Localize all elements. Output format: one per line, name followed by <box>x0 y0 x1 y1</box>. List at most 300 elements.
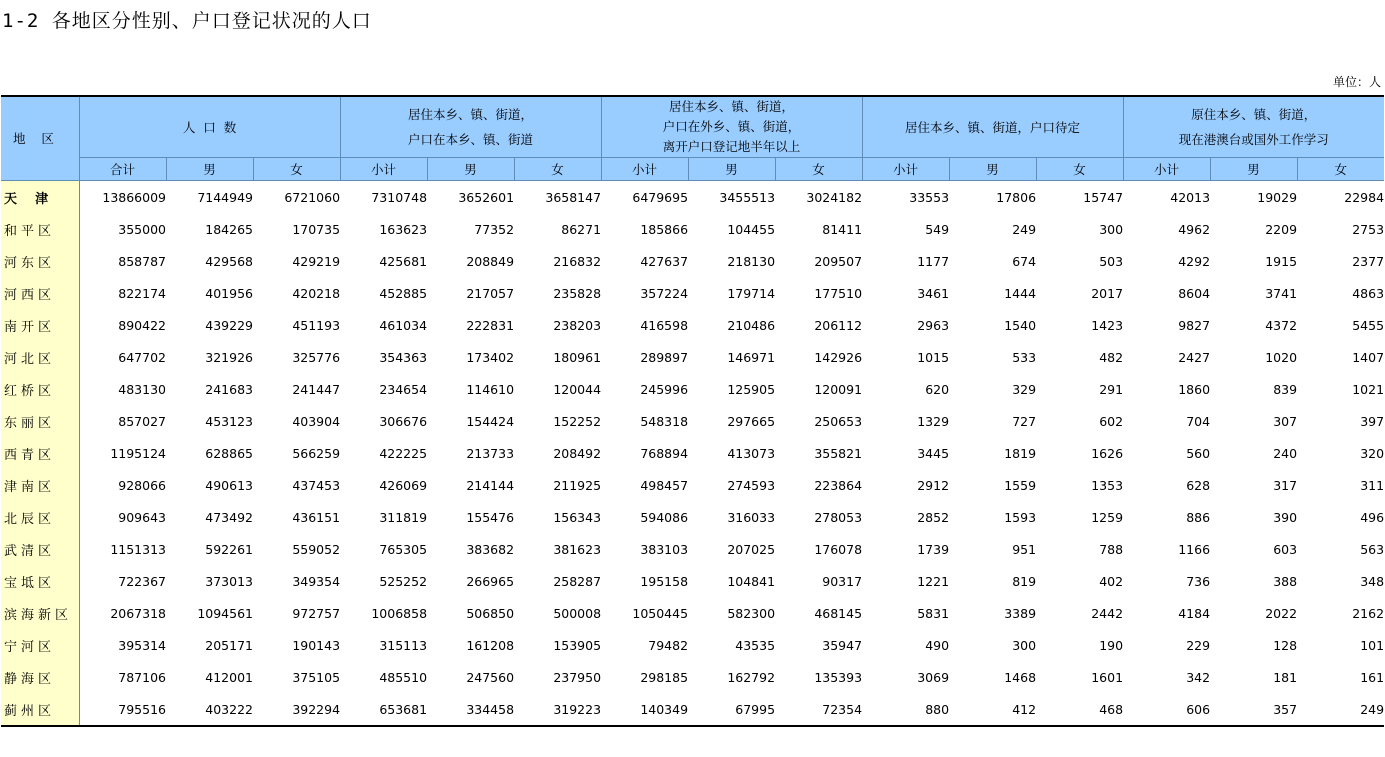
value-cell: 297665 <box>727 413 776 429</box>
value-cell: 909643 <box>118 509 166 525</box>
value-cell: 704 <box>1186 413 1211 429</box>
group-header-pending-registration <box>862 96 1123 158</box>
value-cell: 1021 <box>1352 381 1385 397</box>
value-cell: 181 <box>1273 669 1298 685</box>
value-cell: 582300 <box>727 605 776 621</box>
value-cell: 213733 <box>466 445 515 461</box>
value-cell: 1407 <box>1352 349 1385 365</box>
value-cell: 4184 <box>1178 605 1211 621</box>
value-cell: 606 <box>1123 693 1210 726</box>
value-cell: 15747 <box>1083 189 1124 205</box>
value-cell: 416598 <box>640 317 689 333</box>
value-cell: 2017 <box>1091 285 1124 301</box>
value-cell: 162792 <box>727 669 776 685</box>
value-cell: 146971 <box>727 349 776 365</box>
value-cell: 439229 <box>205 317 253 333</box>
value-cell: 161 <box>1360 669 1385 685</box>
value-cell: 1626 <box>1091 445 1124 461</box>
value-cell: 154424 <box>466 413 515 429</box>
value-cell: 179714 <box>727 285 776 301</box>
value-cell: 768894 <box>640 445 689 461</box>
value-cell: 795516 <box>79 693 166 726</box>
value-cell: 1015 <box>917 349 950 365</box>
region-name-cell: 河东区 <box>1 245 79 277</box>
value-cell: 222831 <box>466 317 515 333</box>
region-name-cell: 红桥区 <box>1 373 79 405</box>
value-cell: 278053 <box>814 509 863 525</box>
value-cell: 473492 <box>205 509 253 525</box>
value-cell: 2912 <box>917 477 950 493</box>
value-cell: 628 <box>1186 477 1211 493</box>
region-name-cell: 和平区 <box>1 213 79 245</box>
value-cell: 355821 <box>814 445 863 461</box>
value-cell: 1259 <box>1091 509 1124 525</box>
value-cell: 156343 <box>553 509 602 525</box>
value-cell: 142926 <box>814 349 863 365</box>
value-cell: 951 <box>1012 541 1037 557</box>
region-name-cell: 静海区 <box>1 661 79 693</box>
value-cell: 1860 <box>1178 381 1211 397</box>
value-cell: 357224 <box>640 285 689 301</box>
subcolumn-header: 女 <box>775 158 862 181</box>
value-cell: 427637 <box>640 253 689 269</box>
region-name-cell: 津南区 <box>1 469 79 501</box>
value-cell: 765305 <box>379 541 428 557</box>
value-cell: 114610 <box>466 381 515 397</box>
value-cell: 647702 <box>118 349 166 365</box>
value-cell: 2753 <box>1352 221 1385 237</box>
value-cell: 3024182 <box>806 189 863 205</box>
value-cell: 67995 <box>688 693 775 726</box>
group-header-line: 现在港澳台或国外工作学习 <box>1178 132 1329 147</box>
value-cell: 3461 <box>917 285 950 301</box>
table-row <box>1 213 1384 245</box>
subcolumn-header: 男 <box>166 158 253 181</box>
value-cell: 2377 <box>1352 253 1385 269</box>
subcolumn-header: 女 <box>1297 158 1384 181</box>
subcolumn-header: 女 <box>514 158 601 181</box>
value-cell: 184265 <box>205 221 253 237</box>
value-cell: 500008 <box>553 605 602 621</box>
value-cell: 317 <box>1273 477 1298 493</box>
value-cell: 72354 <box>775 693 862 726</box>
value-cell: 395314 <box>118 637 166 653</box>
value-cell: 5455 <box>1352 317 1385 333</box>
unit-label: 单位：人 <box>1332 75 1381 89</box>
value-cell: 208849 <box>466 253 515 269</box>
region-name-cell: 宁河区 <box>1 629 79 661</box>
region-name-cell: 北辰区 <box>1 501 79 533</box>
value-cell: 217057 <box>466 285 515 301</box>
value-cell: 422225 <box>379 445 428 461</box>
value-cell: 1177 <box>917 253 950 269</box>
value-cell: 506850 <box>466 605 515 621</box>
value-cell: 429219 <box>292 253 341 269</box>
table-row <box>1 309 1384 341</box>
value-cell: 3069 <box>917 669 950 685</box>
value-cell: 890422 <box>118 317 166 333</box>
value-cell: 211925 <box>553 477 602 493</box>
value-cell: 311 <box>1360 477 1385 493</box>
value-cell: 437453 <box>292 477 341 493</box>
value-cell: 485510 <box>379 669 428 685</box>
value-cell: 153905 <box>553 637 602 653</box>
value-cell: 2442 <box>1091 605 1124 621</box>
value-cell: 43535 <box>735 637 776 653</box>
value-cell: 237950 <box>553 669 602 685</box>
subcolumn-header: 小计 <box>601 158 688 181</box>
value-cell: 216832 <box>553 253 602 269</box>
group-header-line: 户口在外乡、镇、街道， <box>662 119 801 134</box>
value-cell: 3658147 <box>545 189 602 205</box>
value-cell: 1151313 <box>110 541 166 557</box>
value-cell: 839 <box>1273 381 1298 397</box>
table-row <box>1 661 1384 693</box>
value-cell: 5831 <box>917 605 950 621</box>
region-column-header: 地 区 <box>1 96 79 181</box>
value-cell: 223864 <box>814 477 863 493</box>
value-cell: 1094561 <box>197 605 253 621</box>
value-cell: 274593 <box>727 477 776 493</box>
table-row <box>1 501 1384 533</box>
region-name-cell: 滨海新区 <box>1 597 79 629</box>
table-body <box>1 181 1384 727</box>
value-cell: 727 <box>1012 413 1037 429</box>
value-cell: 653681 <box>340 693 427 726</box>
value-cell: 128 <box>1273 637 1298 653</box>
value-cell: 152252 <box>553 413 602 429</box>
group-header-line: 居住本乡、镇、街道， <box>669 99 795 114</box>
value-cell: 819 <box>1012 573 1037 589</box>
value-cell: 413073 <box>727 445 776 461</box>
value-cell: 3445 <box>917 445 950 461</box>
value-cell: 7310748 <box>371 189 428 205</box>
table-row <box>1 533 1384 565</box>
value-cell: 218130 <box>727 253 776 269</box>
value-cell: 482 <box>1099 349 1124 365</box>
table-row <box>1 565 1384 597</box>
value-cell: 355000 <box>118 221 166 237</box>
value-cell: 1423 <box>1091 317 1124 333</box>
value-cell: 375105 <box>292 669 341 685</box>
value-cell: 928066 <box>118 477 166 493</box>
value-cell: 498457 <box>640 477 689 493</box>
region-name-cell: 蓟州区 <box>1 693 79 726</box>
value-cell: 2209 <box>1265 221 1298 237</box>
subcolumn-header: 小计 <box>340 158 427 181</box>
value-cell: 592261 <box>205 541 253 557</box>
value-cell: 354363 <box>379 349 428 365</box>
value-cell: 402 <box>1099 573 1124 589</box>
value-cell: 320 <box>1360 445 1385 461</box>
value-cell: 319223 <box>514 693 601 726</box>
table-row <box>1 373 1384 405</box>
subcolumn-header: 女 <box>1036 158 1123 181</box>
value-cell: 468145 <box>814 605 863 621</box>
region-name-cell: 南开区 <box>1 309 79 341</box>
value-cell: 190 <box>1099 637 1124 653</box>
subcolumn-header: 女 <box>253 158 340 181</box>
subcolumn-header: 合计 <box>79 158 166 181</box>
value-cell: 490 <box>925 637 950 653</box>
value-cell: 787106 <box>118 669 166 685</box>
value-cell: 1444 <box>1004 285 1037 301</box>
table-row <box>1 277 1384 309</box>
value-cell: 4292 <box>1178 253 1211 269</box>
table-row <box>1 629 1384 661</box>
value-cell: 249 <box>1012 221 1037 237</box>
value-cell: 238203 <box>553 317 602 333</box>
value-cell: 33553 <box>909 189 950 205</box>
table-row <box>1 405 1384 437</box>
value-cell: 426069 <box>379 477 428 493</box>
value-cell: 1195124 <box>110 445 166 461</box>
value-cell: 388 <box>1273 573 1298 589</box>
group-header-line: 居住本乡、镇、街道， <box>408 107 534 122</box>
value-cell: 972757 <box>292 605 341 621</box>
value-cell: 390 <box>1273 509 1298 525</box>
value-cell: 403904 <box>292 413 341 429</box>
value-cell: 235828 <box>553 285 602 301</box>
value-cell: 2022 <box>1265 605 1298 621</box>
value-cell: 86271 <box>561 221 602 237</box>
value-cell: 245996 <box>640 381 689 397</box>
value-cell: 289897 <box>640 349 689 365</box>
value-cell: 401956 <box>205 285 253 301</box>
value-cell: 880 <box>862 693 949 726</box>
value-cell: 6721060 <box>284 189 341 205</box>
value-cell: 383682 <box>466 541 515 557</box>
region-name-cell: 宝坻区 <box>1 565 79 597</box>
value-cell: 2427 <box>1178 349 1211 365</box>
value-cell: 247560 <box>466 669 515 685</box>
value-cell: 214144 <box>466 477 515 493</box>
value-cell: 316033 <box>727 509 776 525</box>
value-cell: 3389 <box>1004 605 1037 621</box>
table-row <box>1 181 1384 214</box>
value-cell: 2162 <box>1352 605 1385 621</box>
value-cell: 490613 <box>205 477 253 493</box>
group-header-line: 户口在本乡、镇、街道 <box>408 132 534 147</box>
value-cell: 425681 <box>379 253 428 269</box>
value-cell: 140349 <box>601 693 688 726</box>
value-cell: 17806 <box>996 189 1037 205</box>
value-cell: 241447 <box>292 381 341 397</box>
value-cell: 496 <box>1360 509 1385 525</box>
value-cell: 9827 <box>1178 317 1211 333</box>
value-cell: 381623 <box>553 541 602 557</box>
value-cell: 822174 <box>118 285 166 301</box>
subcolumn-header: 小计 <box>1123 158 1210 181</box>
value-cell: 120044 <box>553 381 602 397</box>
value-cell: 177510 <box>814 285 863 301</box>
group-header-line: 居住本乡、镇、街道，户口待定 <box>905 119 1081 135</box>
region-name-cell: 西青区 <box>1 437 79 469</box>
value-cell: 306676 <box>379 413 428 429</box>
value-cell: 173402 <box>466 349 515 365</box>
value-cell: 185866 <box>640 221 689 237</box>
value-cell: 559052 <box>292 541 341 557</box>
page-title: 1-2 各地区分性别、户口登记状况的人口 <box>2 10 372 32</box>
value-cell: 240 <box>1273 445 1298 461</box>
value-cell: 77352 <box>474 221 515 237</box>
value-cell: 1353 <box>1091 477 1124 493</box>
value-cell: 298185 <box>640 669 689 685</box>
subcolumn-header: 男 <box>949 158 1036 181</box>
value-cell: 125905 <box>727 381 776 397</box>
region-name-cell: 河北区 <box>1 341 79 373</box>
value-cell: 1819 <box>1004 445 1037 461</box>
value-cell: 788 <box>1099 541 1124 557</box>
group-header-outside-registration <box>601 96 862 158</box>
table-row <box>1 597 1384 629</box>
value-cell: 8604 <box>1178 285 1211 301</box>
value-cell: 1559 <box>1004 477 1037 493</box>
value-cell: 349354 <box>292 573 341 589</box>
value-cell: 533 <box>1012 349 1037 365</box>
group-header-line: 原住本乡、镇、街道， <box>1191 107 1317 122</box>
value-cell: 6479695 <box>632 189 689 205</box>
value-cell: 628865 <box>205 445 253 461</box>
value-cell: 566259 <box>292 445 341 461</box>
value-cell: 736 <box>1186 573 1211 589</box>
value-cell: 549 <box>925 221 950 237</box>
value-cell: 19029 <box>1257 189 1298 205</box>
value-cell: 397 <box>1360 413 1385 429</box>
value-cell: 300 <box>1099 221 1124 237</box>
value-cell: 383103 <box>640 541 689 557</box>
value-cell: 483130 <box>118 381 166 397</box>
value-cell: 461034 <box>379 317 428 333</box>
table-row <box>1 245 1384 277</box>
value-cell: 620 <box>925 381 950 397</box>
value-cell: 325776 <box>292 349 341 365</box>
value-cell: 229 <box>1186 637 1211 653</box>
value-cell: 886 <box>1186 509 1211 525</box>
value-cell: 1739 <box>917 541 950 557</box>
value-cell: 2963 <box>917 317 950 333</box>
value-cell: 101 <box>1360 637 1385 653</box>
group-header-total <box>79 96 340 158</box>
value-cell: 674 <box>1012 253 1037 269</box>
value-cell: 1601 <box>1091 669 1124 685</box>
value-cell: 453123 <box>205 413 253 429</box>
table-row <box>1 437 1384 469</box>
value-cell: 503 <box>1099 253 1124 269</box>
value-cell: 161208 <box>466 637 515 653</box>
value-cell: 429568 <box>205 253 253 269</box>
value-cell: 412 <box>949 693 1036 726</box>
value-cell: 560 <box>1186 445 1211 461</box>
subcolumn-header: 男 <box>688 158 775 181</box>
subcolumn-header: 男 <box>1210 158 1297 181</box>
value-cell: 234654 <box>379 381 428 397</box>
value-cell: 452885 <box>379 285 428 301</box>
region-name-cell: 东丽区 <box>1 405 79 437</box>
value-cell: 4962 <box>1178 221 1211 237</box>
value-cell: 207025 <box>727 541 776 557</box>
value-cell: 311819 <box>379 509 428 525</box>
value-cell: 1540 <box>1004 317 1037 333</box>
value-cell: 348 <box>1360 573 1385 589</box>
region-name-cell: 天 津 <box>1 181 79 214</box>
value-cell: 208492 <box>553 445 602 461</box>
value-cell: 412001 <box>205 669 253 685</box>
value-cell: 525252 <box>379 573 428 589</box>
value-cell: 209507 <box>814 253 863 269</box>
value-cell: 4372 <box>1265 317 1298 333</box>
population-table <box>1 95 1384 727</box>
value-cell: 90317 <box>822 573 863 589</box>
value-cell: 1221 <box>917 573 950 589</box>
value-cell: 315113 <box>379 637 428 653</box>
value-cell: 79482 <box>648 637 689 653</box>
value-cell: 135393 <box>814 669 863 685</box>
value-cell: 329 <box>1012 381 1037 397</box>
value-cell: 195158 <box>640 573 689 589</box>
value-cell: 1020 <box>1265 349 1298 365</box>
value-cell: 155476 <box>466 509 515 525</box>
value-cell: 357 <box>1210 693 1297 726</box>
value-cell: 436151 <box>292 509 341 525</box>
subcolumn-header: 小计 <box>862 158 949 181</box>
group-header-line: 离开户口登记地半年以上 <box>662 139 801 154</box>
value-cell: 81411 <box>822 221 863 237</box>
value-cell: 241683 <box>205 381 253 397</box>
region-name-cell: 河西区 <box>1 277 79 309</box>
value-cell: 857027 <box>118 413 166 429</box>
table-row <box>1 341 1384 373</box>
value-cell: 250653 <box>814 413 863 429</box>
table-row <box>1 469 1384 501</box>
group-header-line: 人 口 数 <box>182 119 237 135</box>
value-cell: 373013 <box>205 573 253 589</box>
value-cell: 22984 <box>1344 189 1385 205</box>
value-cell: 258287 <box>553 573 602 589</box>
value-cell: 451193 <box>292 317 341 333</box>
value-cell: 206112 <box>814 317 863 333</box>
value-cell: 321926 <box>205 349 253 365</box>
value-cell: 858787 <box>118 253 166 269</box>
value-cell: 104841 <box>727 573 776 589</box>
value-cell: 42013 <box>1170 189 1211 205</box>
value-cell: 563 <box>1360 541 1385 557</box>
group-header-abroad <box>1123 96 1384 158</box>
value-cell: 2852 <box>917 509 950 525</box>
subcolumn-header: 男 <box>427 158 514 181</box>
value-cell: 176078 <box>814 541 863 557</box>
value-cell: 35947 <box>822 637 863 653</box>
table-row <box>1 693 1384 726</box>
value-cell: 205171 <box>205 637 253 653</box>
value-cell: 468 <box>1036 693 1123 726</box>
value-cell: 190143 <box>292 637 341 653</box>
value-cell: 1468 <box>1004 669 1037 685</box>
value-cell: 4863 <box>1352 285 1385 301</box>
value-cell: 210486 <box>727 317 776 333</box>
value-cell: 13866009 <box>102 189 166 205</box>
value-cell: 1050445 <box>632 605 689 621</box>
value-cell: 120091 <box>814 381 863 397</box>
value-cell: 180961 <box>553 349 602 365</box>
value-cell: 291 <box>1099 381 1124 397</box>
value-cell: 307 <box>1273 413 1298 429</box>
value-cell: 266965 <box>466 573 515 589</box>
value-cell: 7144949 <box>197 189 253 205</box>
value-cell: 1166 <box>1178 541 1211 557</box>
value-cell: 722367 <box>118 573 166 589</box>
value-cell: 1006858 <box>371 605 428 621</box>
